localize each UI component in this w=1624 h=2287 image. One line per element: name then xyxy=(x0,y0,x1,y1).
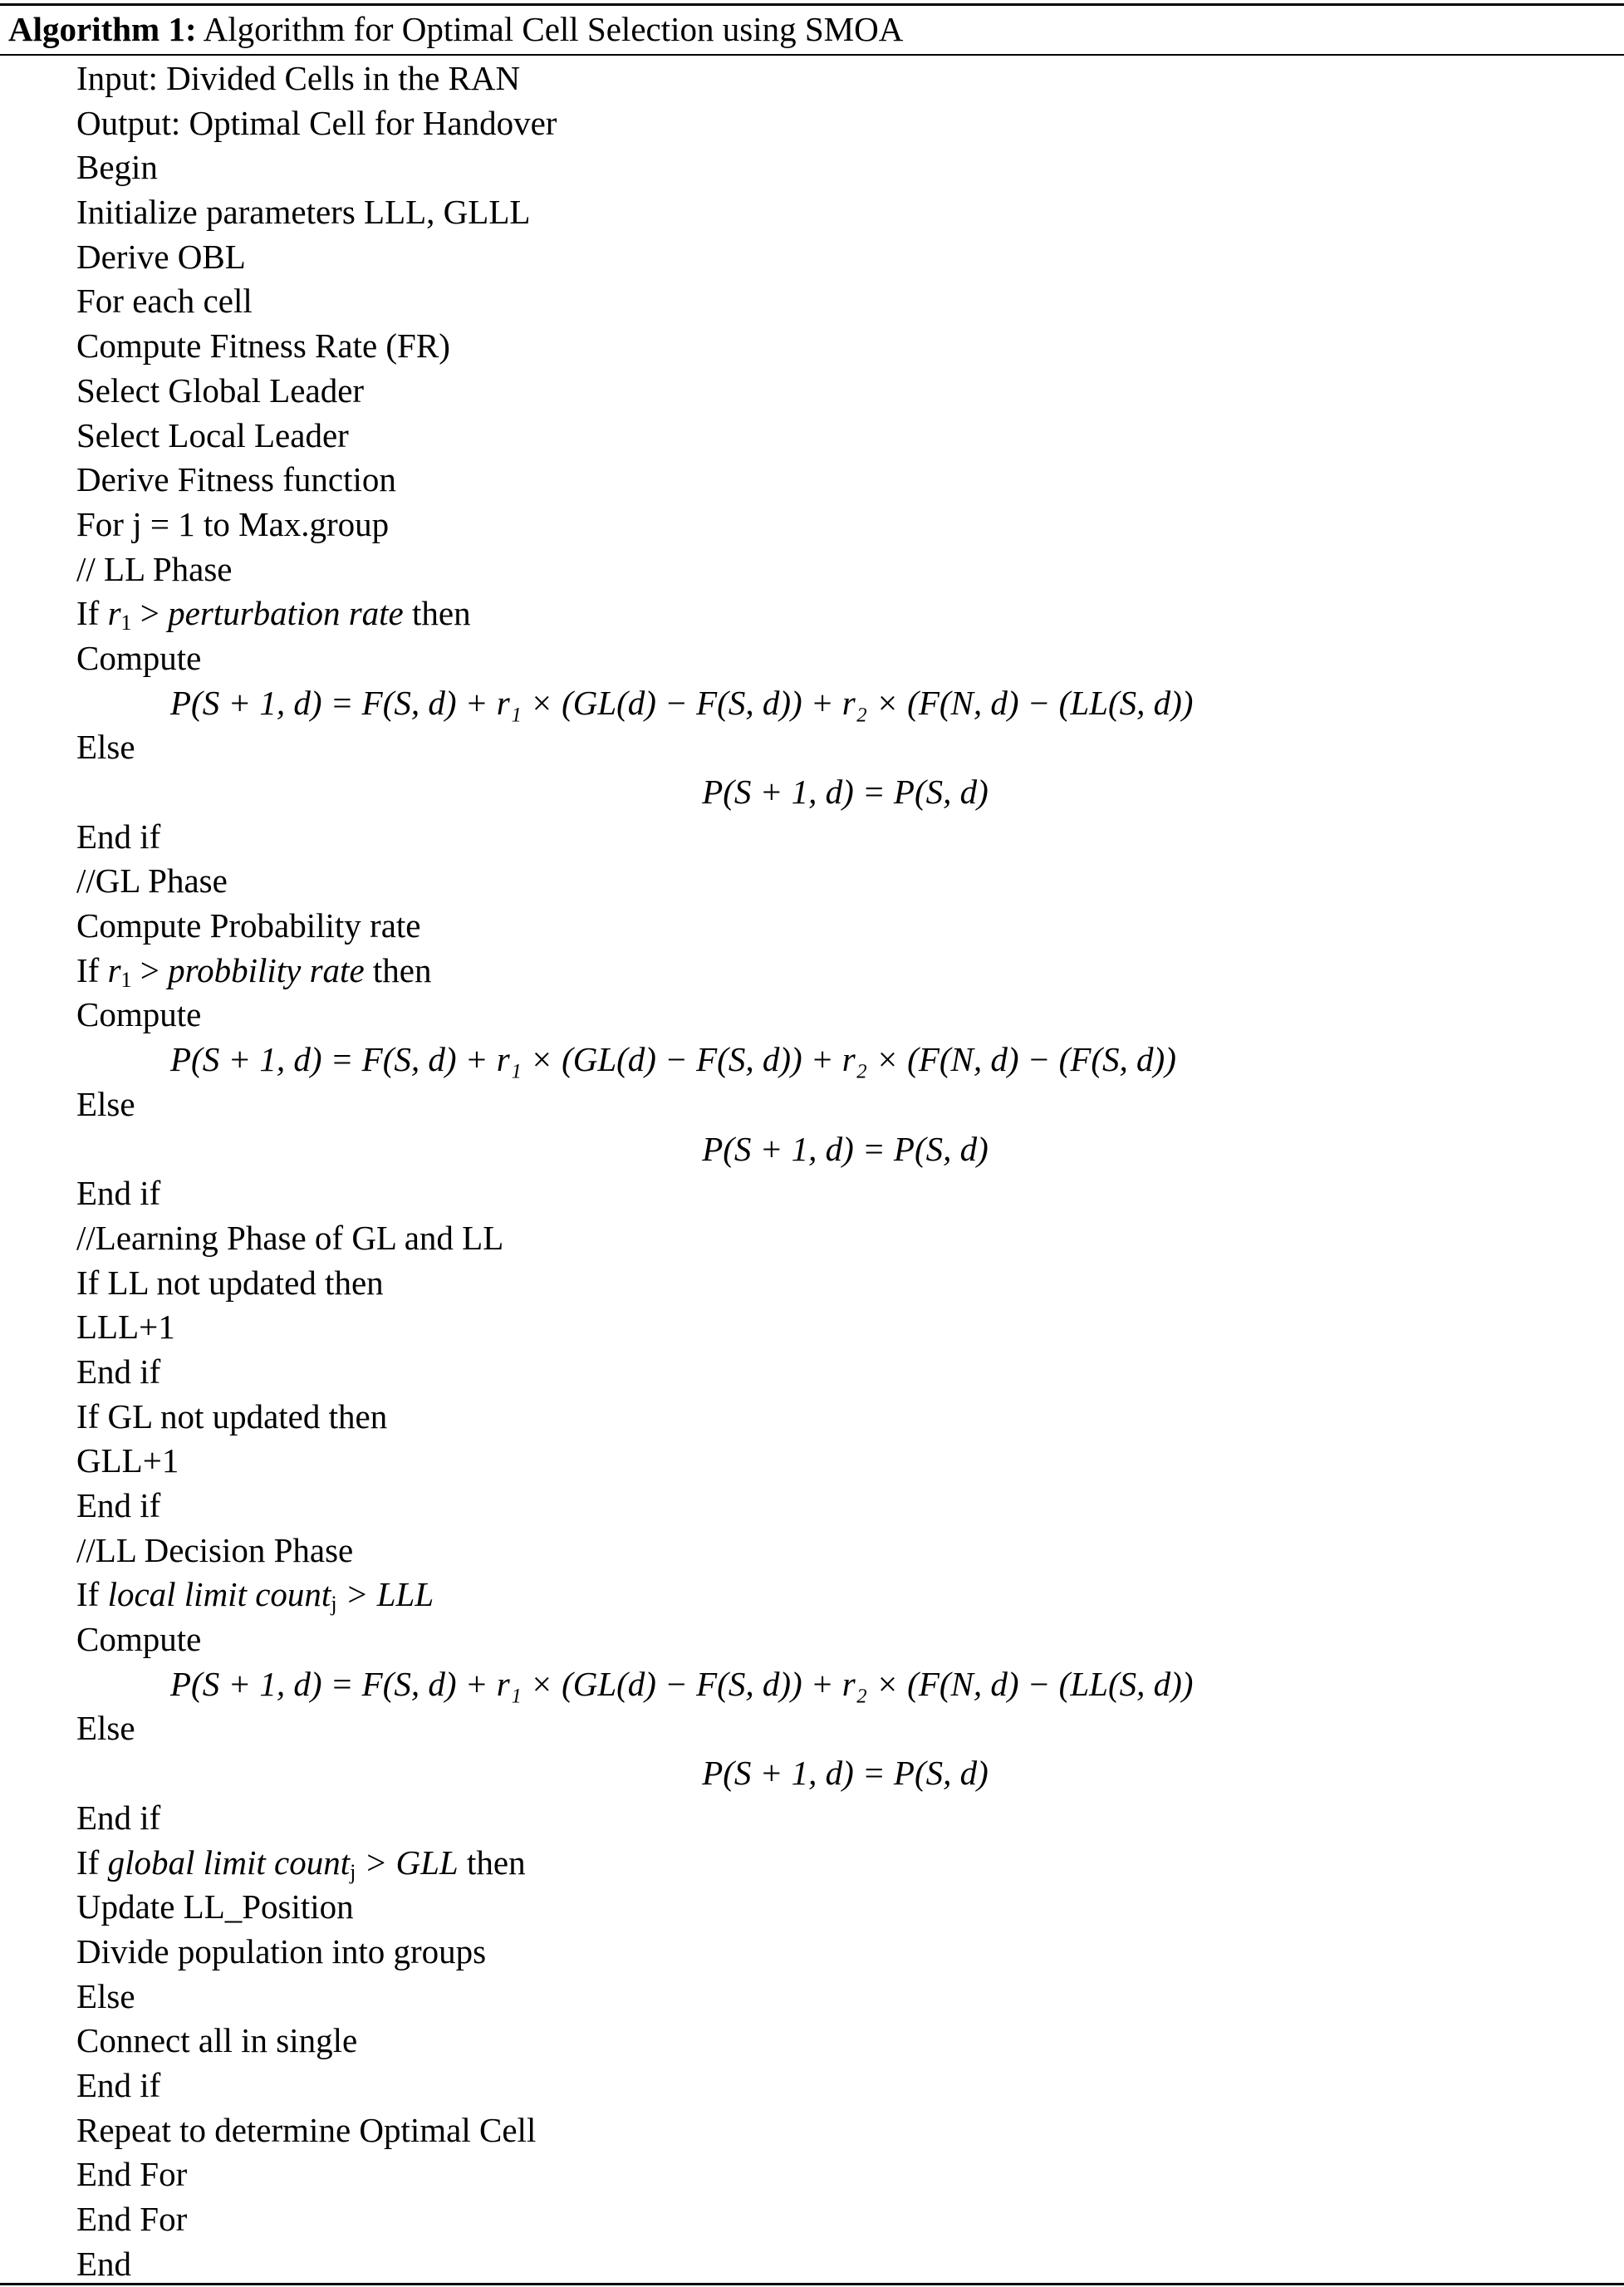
keyword: then xyxy=(403,594,471,633)
formula-text: P(S + 1, d) = P(S, d) xyxy=(702,1754,989,1793)
algorithm-line: Input: Divided Cells in the RAN xyxy=(76,59,521,97)
italic-term: local limit count xyxy=(107,1575,331,1614)
algorithm-line: If GL not updated then xyxy=(76,1396,388,1436)
algorithm-line: //Learning Phase of GL and LL xyxy=(76,1218,504,1257)
condition-line xyxy=(0,591,1624,636)
algorithm-line: Compute xyxy=(76,638,202,677)
variable: r xyxy=(107,950,121,989)
condition-line xyxy=(0,1841,1624,1886)
keyword: then xyxy=(364,950,432,989)
algorithm-line: End if xyxy=(76,1798,161,1837)
algorithm-line: End if xyxy=(76,1352,161,1391)
italic-term: > GLL xyxy=(356,1843,459,1882)
algorithm-line: End if xyxy=(76,1486,161,1524)
algorithm-line: End if xyxy=(76,817,161,856)
condition-line xyxy=(0,1573,1624,1617)
algorithm-line: Compute xyxy=(76,995,202,1034)
algorithm-body xyxy=(0,56,1624,2286)
italic-term: probbility rate xyxy=(168,950,365,989)
algorithm-line: //GL Phase xyxy=(76,861,228,901)
algorithm-line: // LL Phase xyxy=(76,549,233,588)
algorithm-line: End For xyxy=(76,2200,188,2238)
keyword: then xyxy=(458,1843,526,1882)
formula-line-centered xyxy=(0,1751,1624,1796)
formula-line: P(S + 1, d) = F(S, d) + r₁ × (GL(d) − F(S, d)) + r₂ × (F(N, d) − (LL(S, d)) xyxy=(170,1664,1194,1703)
formula-line: P(S + 1, d) = F(S, d) + r₁ × (GL(d) − F(S, d)) + r₂ × (F(N, d) − (F(S, d)) xyxy=(170,1040,1176,1079)
algorithm-line: Else xyxy=(76,1709,135,1748)
italic-term: > LLL xyxy=(336,1575,434,1614)
formula-line-centered xyxy=(0,1127,1624,1172)
subscript: j xyxy=(350,1859,356,1884)
condition-line xyxy=(0,949,1624,994)
variable: r xyxy=(107,594,121,633)
algorithm-line: For j = 1 to Max.group xyxy=(76,504,390,543)
bottom-rule xyxy=(0,2283,1624,2285)
algorithm-line: Update LL_Position xyxy=(76,1887,354,1926)
algorithm-line: Compute xyxy=(76,1620,202,1659)
algorithm-line: Else xyxy=(76,1976,135,2015)
italic-term: global limit count xyxy=(107,1843,351,1882)
algorithm-line: End if xyxy=(76,1174,161,1213)
formula-text: P(S + 1, d) = P(S, d) xyxy=(702,773,989,811)
algorithm-line: End xyxy=(76,2244,132,2283)
algorithm-line: Select Global Leader xyxy=(76,371,365,410)
algorithm-line: End if xyxy=(76,2065,161,2104)
algorithm-line: End For xyxy=(76,2155,188,2194)
subscript: 1 xyxy=(120,611,132,636)
algorithm-line: Divide population into groups xyxy=(76,1931,487,1970)
algorithm-title xyxy=(8,5,903,53)
keyword: If xyxy=(76,594,108,633)
algorithm-line: Compute Fitness Rate (FR) xyxy=(76,326,450,366)
formula-text: P(S + 1, d) = P(S, d) xyxy=(702,1129,989,1168)
keyword: If xyxy=(76,1575,108,1614)
algorithm-line: Derive OBL xyxy=(76,237,246,276)
keyword: If xyxy=(76,1843,108,1882)
algorithm-title-text: Algorithm for Optimal Cell Selection using SMOA xyxy=(196,10,904,48)
header-rule xyxy=(0,54,1624,56)
algorithm-line: Connect all in single xyxy=(76,2021,358,2060)
algorithm-line: For each cell xyxy=(76,282,253,321)
algorithm-line: Else xyxy=(76,1084,135,1123)
algorithm-line: GLL+1 xyxy=(76,1441,179,1480)
algorithm-line: Repeat to determine Optimal Cell xyxy=(76,2110,537,2149)
algorithm-line: If LL not updated then xyxy=(76,1263,384,1302)
algorithm-line: Begin xyxy=(76,148,158,187)
algorithm-line: Compute Probability rate xyxy=(76,906,421,945)
formula-line-centered xyxy=(0,770,1624,815)
operator: > xyxy=(131,594,169,633)
algorithm-label: Algorithm 1: xyxy=(8,10,197,48)
subscript: 1 xyxy=(120,967,132,992)
keyword: If xyxy=(76,950,108,989)
algorithm-line: Else xyxy=(76,728,135,767)
algorithm-line: Select Local Leader xyxy=(76,415,349,454)
algorithm-line: Derive Fitness function xyxy=(76,460,396,499)
formula-line: P(S + 1, d) = F(S, d) + r₁ × (GL(d) − F(S, d)) + r₂ × (F(N, d) − (LL(S, d)) xyxy=(170,683,1194,722)
algorithm-line: Initialize parameters LLL, GLLL xyxy=(76,193,531,232)
operator: > xyxy=(131,950,169,989)
algorithm-line: LLL+1 xyxy=(76,1308,175,1347)
algorithm-line: //LL Decision Phase xyxy=(76,1530,354,1569)
subscript: j xyxy=(331,1592,337,1617)
algorithm-line: Output: Optimal Cell for Handover xyxy=(76,103,557,142)
italic-term: perturbation rate xyxy=(168,594,404,633)
